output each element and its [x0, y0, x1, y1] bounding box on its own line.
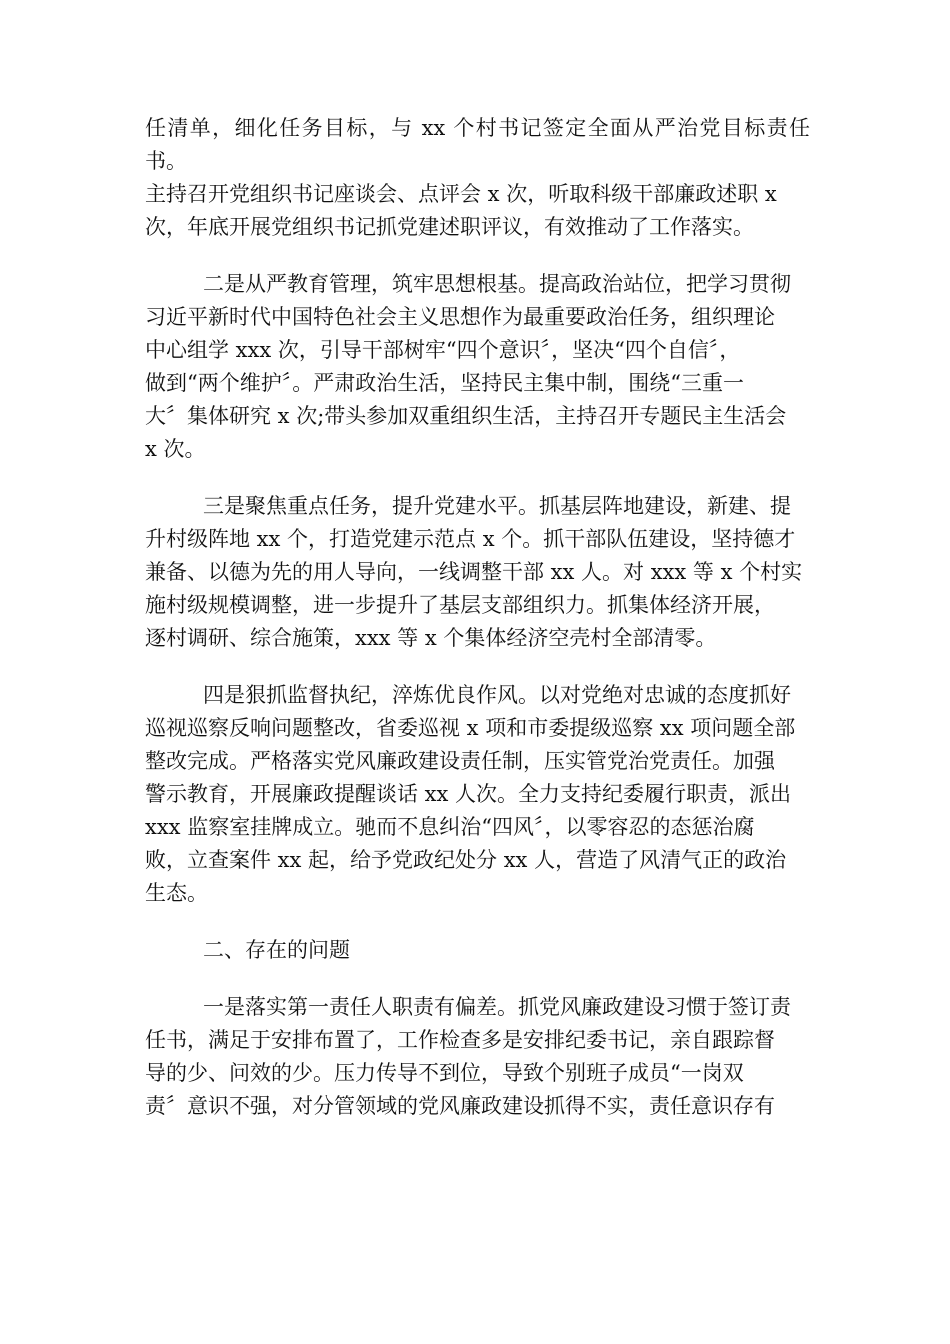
- paragraph-key-tasks: 三是聚焦重点任务，提升党建水平。抓基层阵地建设，新建、提 升村级阵地 xx 个，打造党建示范点 x 个。抓干部队伍建设，坚持德才 兼备、以德为先的用人导向，一线调整干部 xx 人。对 xxx 等 x 个村实 施村级规模调整，进一步提升了基层支部组织力。抓集体经济开展， 逐村调研、综合施策，xxx 等 x 个集体经济空壳村全部清零。: [145, 494, 803, 650]
- paragraph-responsibility-deviation: 一是落实第一责任人职责有偏差。抓党风廉政建设习惯于签订责 任书，满足于安排布置了，工作检查多是安排纪委书记，亲自跟踪督 导的少、问效的少。压力传导不到位，导致个别班子成员“一岗双 责〞意识不强，对分管领域的党风廉政建设抓得不实，责任意识存有: [145, 995, 791, 1118]
- paragraph-education-management: 二是从严教育管理，筑牢思想根基。提高政治站位，把学习贯彻 习近平新时代中国特色社会主义思想作为最重要政治任务，组织理论 中心组学 xxx 次，引导干部树牢“四个意识〞，坚决“四个自信〞， 做到“两个维护〞。严肃政治生活，坚持民主集中制，围绕“三重一 大〞集体研究 x 次;带头参加双重组织生活，主持召开专题民主生活会 x 次。: [145, 272, 791, 461]
- document-body: [145, 112, 810, 1147]
- paragraph-supervision: 四是狠抓监督执纪，淬炼优良作风。以对党绝对忠诚的态度抓好 巡视巡察反响问题整改，省委巡视 x 项和市委提级巡察 xx 项问题全部 整改完成。严格落实党风廉政建设责任制，压实管党治党责任。加强 警示教育，开展廉政提醒谈话 xx 人次。全力支持纪委履行职责，派出 xxx 监察室挂牌成立。驰而不息纠治“四风〞，以零容忍的态惩治腐 败，立查案件 xx 起，给予党政纪处分 xx 人，营造了风清气正的政治 生态。: [145, 683, 796, 905]
- section-heading-problems: 二、存在的问题: [203, 938, 350, 962]
- paragraph-continuation: 任清单，细化任务目标，与 xx 个村书记签定全面从严治党目标责任书。 主持召开党组织书记座谈会、点评会 x 次，听取科级干部廉政述职 x 次，年底开展党组织书记抓党建述职评议，有效推动了工作落实。: [145, 116, 810, 239]
